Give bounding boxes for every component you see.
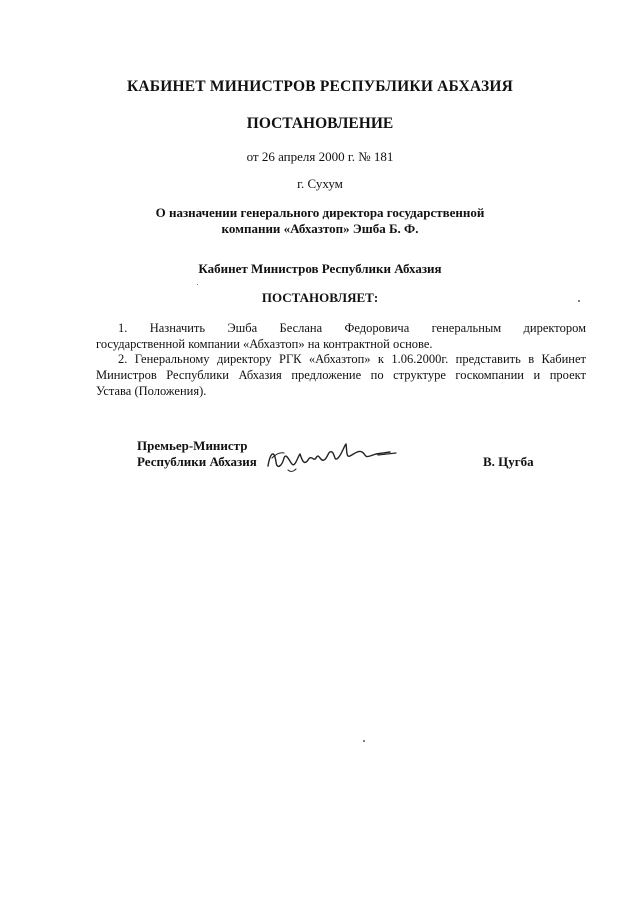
issuing-body: Кабинет Министров Республики Абхазия <box>198 261 442 276</box>
signatory-title <box>137 438 257 470</box>
decree-item-2 <box>96 351 586 399</box>
decree-item-2-line-2: Министров Республики Абхазия предложение по структуре госкомпании и проект <box>96 368 586 382</box>
decree-item-2-line-1: 2. Генеральному директору РГК «Абхазтоп» к 1.06.2000г. представить в Кабинет <box>118 352 586 366</box>
date-and-number: от 26 апреля 2000 г. № 181 <box>246 149 394 164</box>
document-type-title: ПОСТАНОВЛЕНИЕ <box>246 115 394 132</box>
scan-speck <box>197 284 198 285</box>
signatory-name: В. Цугба <box>483 454 534 469</box>
decree-word: ПОСТАНОВЛЯЕТ: <box>261 290 379 305</box>
scan-speck <box>578 300 580 302</box>
subject-line-1: О назначении генерального директора государственной <box>155 205 485 220</box>
handwritten-signature <box>262 432 402 478</box>
decree-item-1-line-1: 1. Назначить Эшба Беслана Федоровича генеральным директором <box>118 321 586 335</box>
scan-speck <box>363 740 365 742</box>
decree-item-2-line-3: Устава (Положения). <box>96 384 207 398</box>
subject-heading <box>0 205 640 237</box>
signatory-title-line-1: Премьер-Министр <box>137 438 248 453</box>
subject-line-2: компании «Абхазтоп» Эшба Б. Ф. <box>221 221 419 236</box>
signatory-title-line-2: Республики Абхазия <box>137 454 257 469</box>
decree-item-1-line-2: государственной компании «Абхазтоп» на контрактной основе. <box>96 337 433 351</box>
decree-item-1 <box>96 320 586 352</box>
city-line: г. Сухум <box>297 176 343 191</box>
organization-header: КАБИНЕТ МИНИСТРОВ РЕСПУБЛИКИ АБХАЗИЯ <box>126 78 514 95</box>
